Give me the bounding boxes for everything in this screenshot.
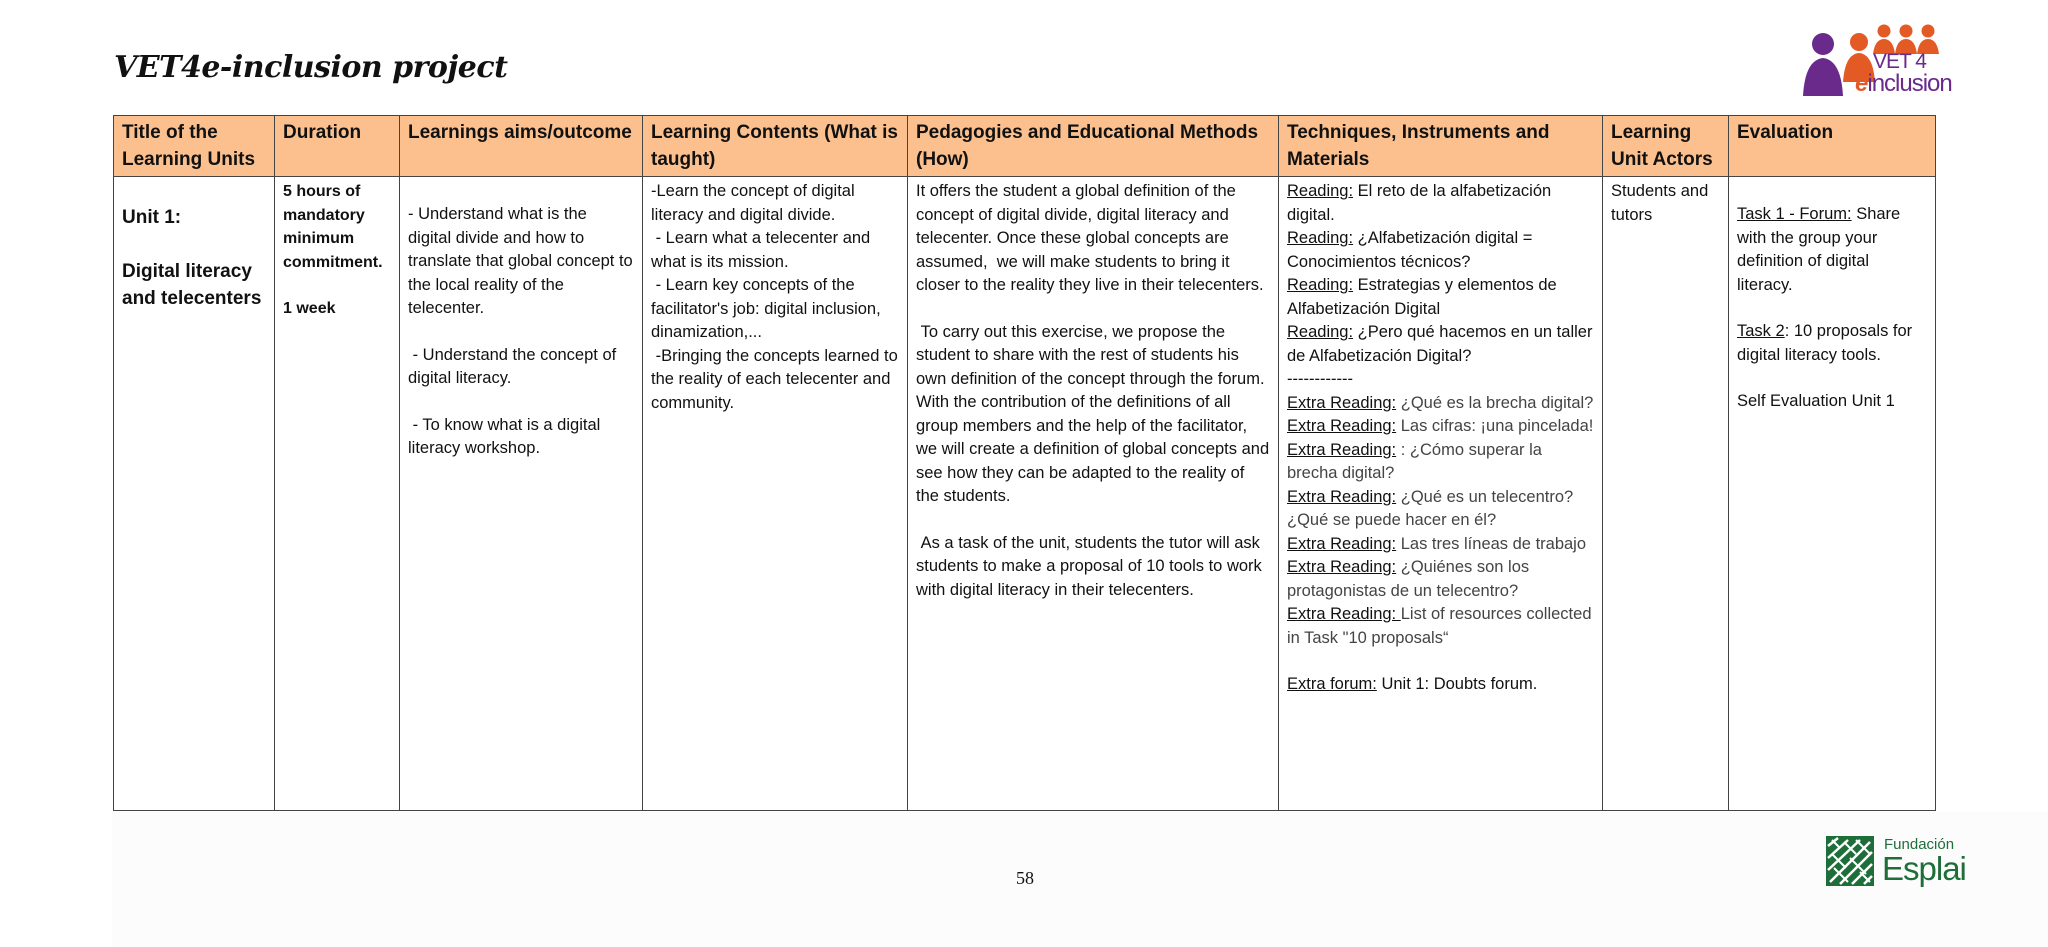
header-actors: Learning Unit Actors xyxy=(1603,116,1729,177)
table-header-row xyxy=(114,116,1936,177)
unit-number: Unit 1: xyxy=(122,207,182,228)
cell-aims xyxy=(400,177,643,811)
content-item: -Learn the concept of digital literacy and digital divide. xyxy=(651,182,860,224)
extra-reading-text: Las cifras: ¡una pincelada! xyxy=(1396,417,1594,435)
self-evaluation: Self Evaluation Unit 1 xyxy=(1737,392,1895,410)
duration-period: 1 week xyxy=(283,300,336,317)
header-evaluation: Evaluation xyxy=(1729,116,1936,177)
cell-duration xyxy=(275,177,400,811)
reading-label: Reading: xyxy=(1287,276,1354,294)
partner-logo-small-text: Fundación xyxy=(1884,836,1955,853)
learning-units-table xyxy=(113,115,1936,811)
fundacion-esplai-logo xyxy=(1826,836,1966,892)
document-title: VET4e-inclusion project xyxy=(114,50,508,85)
esplai-pattern-icon xyxy=(1826,836,1874,886)
header-aims: Learnings aims/outcome xyxy=(400,116,643,177)
extra-reading-text: List of resources collected in Task "10 proposals“ xyxy=(1287,605,1592,647)
header-duration: Duration xyxy=(275,116,400,177)
evaluation-task-1 xyxy=(1737,203,1927,297)
reading-item xyxy=(1287,180,1594,227)
content-item: - Learn key concepts of the facilitator's job: digital inclusion, dinamization,... xyxy=(651,276,886,341)
extra-reading-item xyxy=(1287,439,1594,486)
reading-text: ¿Alfabetización digital = Conocimientos técnicos? xyxy=(1287,229,1533,271)
reading-label: Reading: xyxy=(1287,323,1354,341)
task-1-label: Task 1 - Forum: xyxy=(1737,205,1852,223)
task-2-text: : 10 proposals for digital literacy tools. xyxy=(1737,322,1913,364)
vet4einclusion-logo xyxy=(1795,22,1952,98)
reading-text: Estrategias y elementos de Alfabetización Digital xyxy=(1287,276,1557,318)
extra-reading-text: ¿Qué es la brecha digital? xyxy=(1396,393,1594,412)
reading-item xyxy=(1287,321,1594,368)
table-row xyxy=(114,177,1936,811)
forum-text: Unit 1: Doubts forum. xyxy=(1376,675,1538,693)
extra-reading-label: Extra Reading: xyxy=(1287,605,1401,623)
extra-reading-label: Extra Reading: xyxy=(1287,487,1397,506)
materials-separator: ------------ xyxy=(1287,370,1353,388)
actors-text: Students and tutors xyxy=(1611,182,1709,224)
extra-reading-text: ¿Qué es un telecentro? ¿Qué se puede hacer en él? xyxy=(1287,487,1574,529)
content-item: - Learn what a telecenter and what is its mission. xyxy=(651,229,875,271)
extra-reading-text: Las tres líneas de trabajo xyxy=(1396,534,1587,553)
header-contents: Learning Contents (What is taught) xyxy=(643,116,908,177)
cell-contents xyxy=(643,177,908,811)
cell-methods xyxy=(908,177,1279,811)
extra-reading-item xyxy=(1287,486,1594,533)
page-number: 58 xyxy=(1016,868,1034,888)
task-1-text: Share with the group your definition of digital literacy. xyxy=(1737,205,1901,294)
duration-commitment: 5 hours of mandatory minimum commitment. xyxy=(283,183,383,271)
task-2-label: Task 2 xyxy=(1737,322,1785,340)
method-paragraph: To carry out this exercise, we propose the student to share with the rest of students his own definition of the concept through the forum. With the contribution of the definitions of all group members and the help of the facilitator, we will create a definition of global concepts and see how they can be adapted to the reality of the students. xyxy=(916,322,1274,505)
extra-reading-item xyxy=(1287,603,1594,650)
logo-text-vet4: VET 4 xyxy=(1873,50,1926,73)
cell-unit-title xyxy=(114,177,275,811)
reading-label: Reading: xyxy=(1287,182,1354,200)
extra-reading-text: ¿Quiénes son los protagonistas de un telecentro? xyxy=(1287,558,1530,600)
extra-reading-label: Extra Reading: xyxy=(1287,440,1397,459)
header-title: Title of the Learning Units xyxy=(114,116,275,177)
method-paragraph: As a task of the unit, students the tutor will ask students to make a proposal of 10 tools to work with digital literacy in their telecenters. xyxy=(916,533,1267,599)
header-methods: Pedagogies and Educational Methods (How) xyxy=(908,116,1279,177)
reading-label: Reading: xyxy=(1287,229,1354,247)
extra-reading-item xyxy=(1287,392,1594,416)
logo-text-e: e xyxy=(1855,70,1868,97)
method-paragraph: It offers the student a global definition of the concept of digital divide, digital literacy and telecenter. Once these global concepts are assumed, we will make students to bring it closer to the reality they live in their telecenters. xyxy=(916,182,1264,294)
unit-name: Digital literacy and telecenters xyxy=(122,261,262,309)
aim-item: - To know what is a digital literacy workshop. xyxy=(408,415,605,457)
forum-label: Extra forum: xyxy=(1287,675,1377,693)
forum-item xyxy=(1287,673,1594,697)
aim-item: - Understand what is the digital divide and how to translate that global concept to the local reality of the telecenter. xyxy=(408,205,638,317)
extra-reading-label: Extra Reading: xyxy=(1287,534,1397,553)
cell-actors xyxy=(1603,177,1729,811)
logo-text-inclusion-word: inclusion xyxy=(1867,70,1952,97)
reading-item xyxy=(1287,274,1594,321)
extra-reading-item xyxy=(1287,533,1594,557)
aim-item: - Understand the concept of digital literacy. xyxy=(408,345,621,387)
evaluation-task-2 xyxy=(1737,320,1927,367)
reading-text: El reto de la alfabetización digital. xyxy=(1287,182,1552,224)
extra-reading-label: Extra Reading: xyxy=(1287,558,1397,576)
logo-text-inclusion xyxy=(1855,70,1952,98)
reading-item xyxy=(1287,227,1594,274)
partner-logo-big-text: Esplai xyxy=(1882,850,1966,887)
header-materials: Techniques, Instruments and Materials xyxy=(1279,116,1603,177)
extra-reading-text: : ¿Cómo superar la brecha digital? xyxy=(1287,440,1542,482)
content-item: -Bringing the concepts learned to the reality of each telecenter and community. xyxy=(651,346,903,412)
extra-reading-label: Extra Reading: xyxy=(1287,417,1397,435)
extra-reading-item xyxy=(1287,556,1594,603)
extra-reading-item xyxy=(1287,415,1594,439)
cell-materials xyxy=(1279,177,1603,811)
cell-evaluation xyxy=(1729,177,1936,811)
footer-band xyxy=(112,812,2048,947)
reading-text: ¿Pero qué hacemos en un taller de Alfabetización Digital? xyxy=(1287,323,1593,365)
extra-reading-label: Extra Reading: xyxy=(1287,393,1397,412)
